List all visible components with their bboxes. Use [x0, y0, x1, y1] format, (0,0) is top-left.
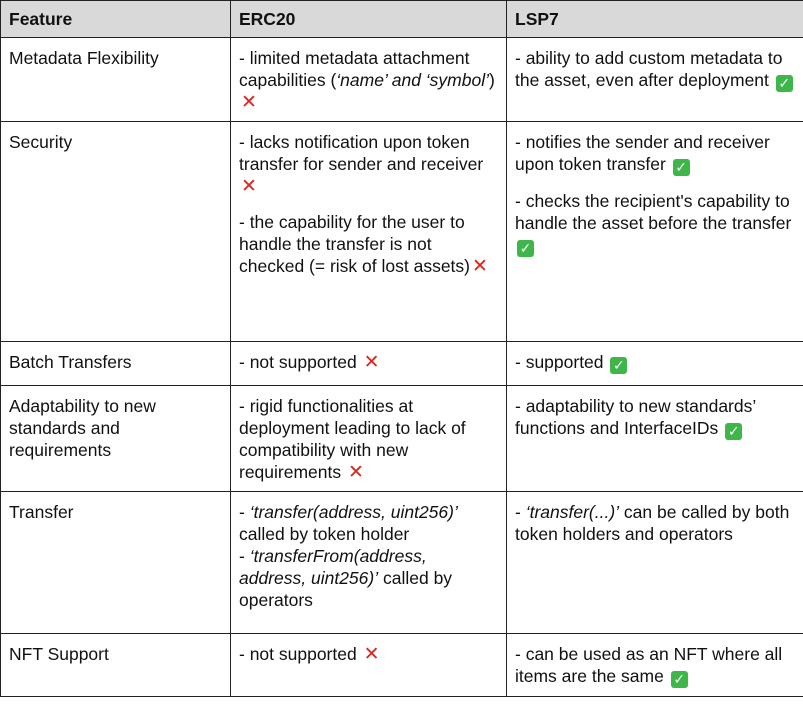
cell-text: - lacks notification upon token transfer for sender and receiver	[239, 132, 484, 174]
cell-text: called by operators	[239, 568, 453, 610]
cell-text: - adaptability to new standards’ functions and InterfaceIDs	[515, 396, 756, 438]
check-mark-icon: ✓	[517, 240, 534, 257]
header-erc20: ERC20	[231, 1, 507, 38]
cell-text: - not supported	[239, 644, 357, 664]
cross-mark-icon: ✕	[241, 92, 257, 113]
feature-cell: Metadata Flexibility	[1, 38, 231, 122]
table-row-batch	[1, 342, 803, 386]
cell-italic-text: ‘transfer(...)’	[525, 502, 620, 522]
cell-text: - can be used as an NFT where all items are the same	[515, 644, 783, 686]
header-lsp7: LSP7	[507, 1, 803, 38]
cross-mark-icon: ✕	[363, 644, 380, 665]
table-row-security	[1, 122, 803, 342]
feature-cell: Adaptability to new standards and requirements	[1, 386, 231, 492]
erc20-cell	[231, 492, 507, 634]
cell-text: - checks the recipient's capability to handle the asset before the transfer	[515, 191, 792, 233]
lsp7-cell	[507, 386, 803, 492]
cross-mark-icon: ✕	[348, 462, 364, 483]
lsp7-cell	[507, 634, 803, 697]
cell-text: - not supported	[239, 352, 357, 372]
cell-text: can be called by both token holders and operators	[515, 502, 790, 544]
check-mark-icon: ✓	[610, 357, 627, 374]
cell-text: -	[515, 502, 526, 522]
lsp7-cell	[507, 122, 803, 342]
cell-italic-text: ‘transfer(address, uint256)’	[249, 502, 458, 522]
cell-italic-text: ‘name’ and ‘symbol’	[336, 70, 489, 90]
cell-text: - supported	[515, 352, 604, 372]
cross-mark-icon: ✕	[472, 256, 488, 277]
cross-mark-icon: ✕	[241, 176, 257, 197]
check-mark-icon: ✓	[776, 75, 793, 92]
cell-text: - limited metadata attachment capabilities (	[239, 48, 470, 90]
cell-text: -	[239, 502, 250, 522]
cell-italic-text: ‘transferFrom(address, address, uint256)’	[239, 546, 427, 588]
cell-text: )	[489, 70, 495, 90]
erc20-cell	[231, 386, 507, 492]
erc20-cell	[231, 122, 507, 342]
table-row-transfer	[1, 492, 803, 634]
cell-text: - the capability for the user to handle the transfer is not checked (= risk of lost assets)	[239, 212, 470, 276]
table-row-adaptability	[1, 386, 803, 492]
cell-text: - notifies the sender and receiver upon token transfer	[515, 132, 770, 174]
check-mark-icon: ✓	[671, 671, 688, 688]
erc20-cell	[231, 634, 507, 697]
cell-text: - ability to add custom metadata to the asset, even after deployment	[515, 48, 783, 90]
lsp7-cell	[507, 342, 803, 386]
erc20-cell	[231, 38, 507, 122]
check-mark-icon: ✓	[673, 159, 690, 176]
lsp7-cell	[507, 492, 803, 634]
feature-cell: Transfer	[1, 492, 231, 634]
erc20-cell	[231, 342, 507, 386]
check-mark-icon: ✓	[725, 423, 742, 440]
cross-mark-icon: ✕	[363, 352, 380, 373]
cell-text: -	[239, 546, 250, 566]
table-row-nft	[1, 634, 803, 697]
lsp7-cell	[507, 38, 803, 122]
header-row	[1, 1, 803, 38]
feature-cell: Security	[1, 122, 231, 342]
feature-cell: NFT Support	[1, 634, 231, 697]
cell-text: - rigid functionalities at deployment leading to lack of compatibility with new requirements	[239, 396, 466, 482]
cell-text: called by token holder	[239, 524, 410, 544]
header-feature: Feature	[1, 1, 231, 38]
feature-cell: Batch Transfers	[1, 342, 231, 386]
table-row-metadata	[1, 38, 803, 122]
